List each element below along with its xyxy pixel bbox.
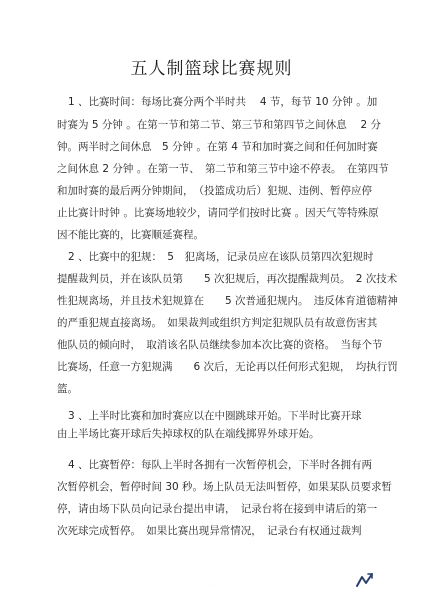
paragraph-3-line-1: 3 、上半时比赛和加时赛应以在中圈跳球开始。下半时比赛开球 (68, 410, 362, 422)
page-title: 五人制篮球比赛规则 (130, 59, 293, 79)
paragraph-4-line-2: 次暂停机会，暂停时间 30 秒。场上队员无法叫暂停，如果某队员要求暂 (57, 481, 393, 493)
paragraph-2-line-7: 篮。 (57, 383, 78, 395)
paragraph-3-line-2: 由上半场比赛开球后失掉球权的队在端线掷界外球开始。 (57, 428, 320, 440)
paragraph-1-line-5: 和加时赛的最后两分钟期间， （投篮成功后）犯规、违例、暂停应停 (57, 185, 372, 197)
paragraph-1-line-6: 止比赛计时钟 。比赛场地较少，请同学们按时比赛 。因天气等特殊原 (57, 207, 379, 219)
paragraph-1-line-1: 1 、比赛时间：每场比赛分两个半时共 4 节，每节 10 分钟 。加 (68, 96, 378, 108)
paragraph-2-line-6: 比赛场，任意一方犯规满 6 次后，无论再以任何形式犯规， 均执行罚 (57, 361, 398, 373)
paragraph-1-line-3: 钟。两半时之间休息 5 分钟 。在第 4 节和加时赛之间和任何加时赛 (57, 141, 378, 153)
paragraph-1-line-4: 之间休息 2 分钟 。在第一节、 第二节和第三节中途不停表。 在第四节 (57, 163, 389, 175)
paragraph-2-line-4: 的严重犯规直接离场。 如果裁判或组织方判定犯规队员有故意伤害其 (57, 317, 378, 329)
paragraph-1-line-2: 时赛为 5 分钟 。在第一节和第二节、第三节和第四节之间休息 2 分 (57, 119, 382, 131)
top-mark: · (238, 14, 239, 18)
paragraph-4-line-4: 次死球完成暂停。 如果比赛出现异常情况， 记录台有权通过裁判 (57, 525, 362, 537)
brand-logo-icon (355, 572, 375, 588)
paragraph-2-line-1: 2 、比赛中的犯规： 5 犯离场，记录员应在该队员第四次犯规时 (68, 251, 374, 263)
paragraph-2-line-3: 性犯规离场，并且技术犯规算在 5 次普通犯规内。 违反体育道德精神 (57, 295, 398, 307)
paragraph-4-line-3: 停，请由场下队员向记录台提出申请， 记录台将在接到申请后的第一 (57, 503, 378, 515)
paragraph-2-line-5: 他队员的倾向时， 取消该名队员继续参加本次比赛的资格。 当每个节 (57, 339, 383, 351)
paragraph-1-line-7: 因不能比赛的，比赛顺延赛程。 (57, 229, 204, 241)
paragraph-4-line-1: 4 、比赛暂停：每队上半时各拥有一次暂停机会，下半时各拥有两 (68, 459, 373, 471)
page-footer-mark: · · · (209, 583, 214, 587)
paragraph-2-line-2: 提醒裁判员，并在该队员第 5 次犯规后，再次提醒裁判员。 2 次技术 (57, 273, 398, 285)
